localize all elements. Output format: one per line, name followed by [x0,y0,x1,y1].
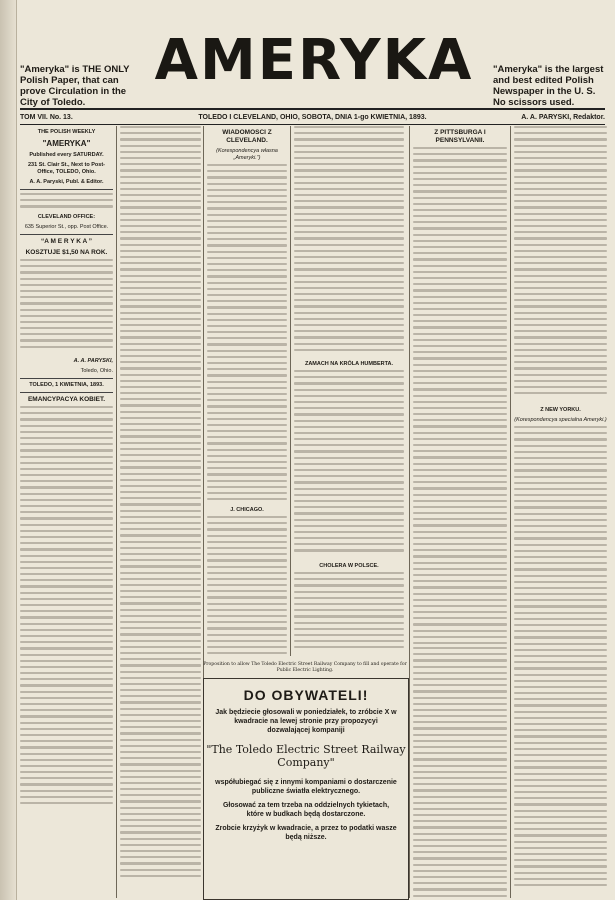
article-text [294,370,404,560]
article-subhead: (Korespondencya specialna Ameryki.) [514,417,607,423]
article-headline: CHOLERA W POLSCE. [319,563,379,569]
subscription-price: KOSZTUJE $1,50 NA ROK. [25,249,108,256]
article-headline: Z PITTSBURGA I PENNSYLVANII. [434,129,486,144]
text-block [20,259,113,355]
column-1 [20,126,113,898]
adjacent-page-edge [0,0,17,900]
column-6 [514,126,607,898]
cleveland-office-address: 635 Superior St., opp. Post Office. [24,224,109,230]
column-4 [294,126,404,654]
article-text [294,126,404,358]
article-subhead: (Korespondencya własna „Ameryki.”) [216,148,278,161]
column-5 [413,126,507,898]
article-headline: ZAMACH NA KRÓLA HUMBERTA. [304,361,394,367]
article-text [207,516,287,654]
issue-date: TOLEDO I CLEVELAND, OHIO, SOBOTA, DNIA 1-go KWIETNIA, 1893. [198,113,427,121]
masthead [20,28,608,108]
article-text [413,147,507,647]
left-ear-notice: "Ameryka" is THE ONLY Polish Paper, that can prove Circulation in the City of Toledo. [20,64,130,108]
right-ear-notice: "Ameryka" is the largest and best edited Polish Newspaper in the U. S. No scissors used. [493,64,604,108]
kicker: THE POLISH WEEKLY [37,129,96,135]
volume-number: TOM VII. No. 13. [20,113,73,121]
divider [20,234,113,235]
advert-body-1: Jak będziecie głosowali w poniedziałek, to zróbcie X w kwadracie na lewej stronie przy propozycyi dozwalającej kompaniji [215,709,397,734]
proposition-note: Proposition to allow The Toledo Electric Street Railway Company to fill and operate for Public Electric Lighting. [203,662,407,673]
dateline-bar [20,108,605,125]
advert-company-name: "The Toledo Electric Street Railway Company" [206,743,406,769]
article-text [207,164,287,504]
editor-credit: A. A. PARYSKI, Redaktor. [521,113,605,121]
column-rule [510,126,511,898]
article-headline: J. CHICAGO. [230,507,264,513]
article-text [120,126,201,898]
column-2 [120,126,201,898]
divider [20,189,113,190]
published-line: Published every SATURDAY. [29,152,104,158]
divider [20,378,113,379]
paper-name: "AMERYKA" [42,139,91,148]
newspaper-title: AMERYKA [154,28,474,93]
article-text [413,647,507,898]
title-box [134,30,494,105]
article-text [20,406,113,806]
column-rule [409,126,410,898]
article-text [294,572,404,652]
election-advertisement [203,678,409,900]
article-headline: Z NEW YORKU. [540,407,581,413]
advert-body-2: współubiegać się z innymi kompaniami o dostarczenie publiczne światła elektrycznego. [215,779,397,795]
article-headline: EMANCYPACYA KOBIET. [27,396,106,403]
column-rule [116,126,117,898]
advert-body-3: Głosować za tem trzeba na oddzielnych tykietach, które w budkach będą dostarczone. [222,802,390,818]
article-text [514,126,607,404]
issue-dateline: TOLEDO, 1 KWIETNIA, 1893. [29,382,104,388]
signature: A. A. PARYSKI, [73,358,113,364]
advert-body-4: Zrobcie krzyżyk w kwadracie, a przez to podatki wasze będą niższe. [215,825,397,841]
column-3 [207,126,287,654]
article-headline: WIADOMOSCI Z CLEVELAND. [222,129,272,144]
publisher-line: A. A. Paryski, Publ. & Editor. [29,179,104,185]
column-rule [290,126,291,656]
cleveland-office-heading: CLEVELAND OFFICE: [37,214,96,220]
divider [20,392,113,393]
article-text [514,426,607,896]
text-block [20,193,113,211]
signature-place: Toledo, Ohio. [80,368,113,374]
ameryka-notice: “A M E R Y K A ” [40,238,93,245]
advert-headline: DO OBYWATELI! [243,687,369,703]
address-line: 231 St. Clair St., Next to Post-Office, TOLEDO, Ohio. [27,162,106,175]
